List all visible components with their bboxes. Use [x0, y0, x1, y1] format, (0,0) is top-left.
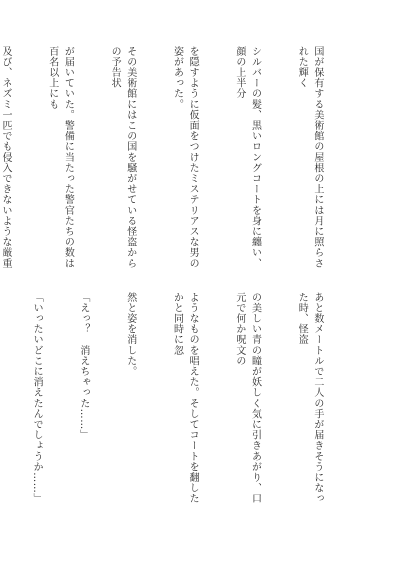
- text-line: 及び、ネズミ一匹でも侵入できないような厳重: [0, 46, 11, 269]
- text-line: の美しい青の瞳が妖しく気に引きあがり、口元で何か呪文の: [233, 292, 261, 504]
- text-block-lower: [31, 292, 356, 512]
- text-line: 「いったいどこに消えたんでしょうか……」: [31, 292, 43, 504]
- text-line: シルバーの髪、黒いロングコートを身に纏い、顔の上半分: [233, 46, 261, 269]
- text-line: ようなものを唱えた。そしてコートを翻したかと同時に忽: [171, 292, 199, 504]
- text-line: が届いていた。警備に当たった警官たちの数は百名以上にも: [46, 46, 74, 269]
- text-line: 然と姿を消した。: [124, 292, 136, 377]
- text-line: を隠すように仮面をつけたミステリアスな男の姿があった。: [171, 46, 199, 269]
- text-line: 国が保有する美術館の屋根の上には月に照らされた輝く: [296, 46, 323, 269]
- text-block-upper: [0, 46, 356, 271]
- text-line: 「えっ？ 消えちゃった……」: [77, 292, 89, 441]
- text-line: その美術館にはこの国を騒がせている怪盗からの予告状: [109, 46, 136, 269]
- text-line: あと数メートルで二人の手が届きそうになった時、怪盗: [296, 292, 323, 504]
